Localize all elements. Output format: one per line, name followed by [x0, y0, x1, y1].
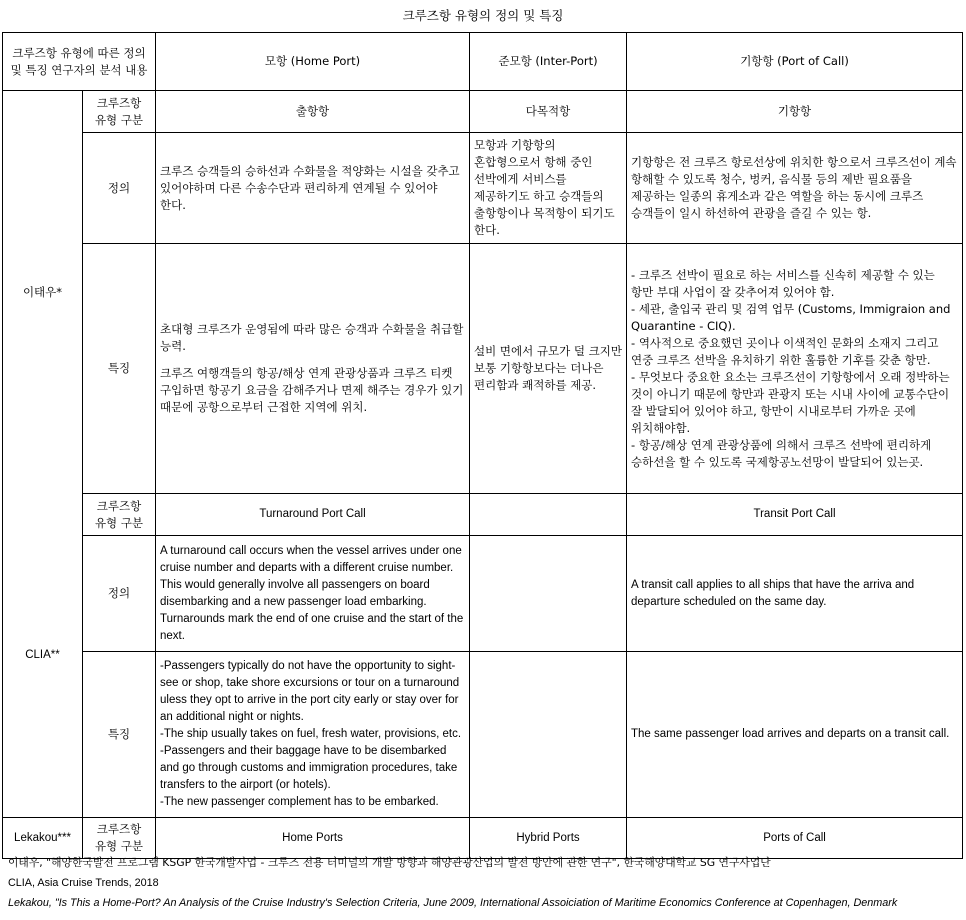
feature-item: - 항공/해상 연계 관광상품에 의해서 크루즈 선박에 편리하게 승하선을 할 수 있도록 국제항공노선망이 발달되어 있는곳.: [631, 437, 932, 469]
lekakou-type-inter: Hybrid Ports: [470, 818, 627, 859]
researcher-leetaewoo: 이태우*: [3, 91, 83, 494]
clia-def-inter: [470, 536, 627, 652]
clia-type-row: [3, 494, 963, 536]
feature-item: - 무엇보다 중요한 요소는 크루즈선이 기항항에서 오래 정박하는 것이 아니기 때문에 항만과 관광지 또는 시내 사이에 교통수단이 잘 발달되어 있어야 하고, 항만이 시내로부터 가까운 곳에 위치해야함.: [631, 369, 950, 435]
reference-item: CLIA, Asia Cruise Trends, 2018: [8, 877, 159, 889]
clia-type-home: Turnaround Port Call: [156, 494, 470, 536]
feature-item: - 역사적으로 중요했던 곳이나 이색적인 문화의 소재지 그리고 연중 크루즈 선박을 유치하기 위한 훌륭한 기후를 갖춘 항만.: [631, 335, 939, 367]
clia-feat-home: [156, 652, 470, 818]
leetaewoo-feat-inter: 설비 면에서 규모가 덜 크지만 보통 기항항보다는 더나은 편리함과 쾌적하를 제공.: [470, 244, 627, 494]
leetaewoo-definition-row: [3, 133, 963, 244]
label-feature: 특징: [83, 244, 156, 494]
leetaewoo-feature-row: [3, 244, 963, 494]
leetaewoo-type-inter: 다목적항: [470, 91, 627, 133]
clia-type-call: Transit Port Call: [627, 494, 963, 536]
clia-def-home: A turnaround call occurs when the vessel arrives under one cruise number and departs with a different cruise number. This would generally involve all passengers on board disembarking and a new passenger load embarking. Turnarounds mark the end of one cruise and the start of the next.: [156, 536, 470, 652]
leetaewoo-def-inter: 모항과 기항항의 혼합형으로서 항해 중인 선박에게 서비스를 제공하기도 하고 승객들의 출항항이나 목적항이 되기도 한다.: [470, 133, 627, 244]
reference-item: Lekakou, "Is This a Home-Port? An Analysis of the Cruise Industry's Selection Criteria, June 2009, International Assoiciation of Maritime Economics Conference at Copenhagen, Denmark: [8, 897, 898, 909]
leetaewoo-feat-home-p2: 크루즈 여행객들의 항공/해상 연계 관광상품과 크루즈 티켓 구입하면 항공기 요금을 감해주거나 면제 해주는 경우가 있기 때문에 공항으로부터 근접한 지역에 위치.: [160, 366, 464, 414]
label-type: 크루즈항 유형 구분: [83, 818, 156, 859]
leetaewoo-type-call: 기항항: [627, 91, 963, 133]
reference-item: 이태우, "해양한국발전 프로그램 KSGP 한국개발사업 - 크루즈 전용 터미널의 개발 방향과 해양관광산업의 발전 방안에 관한 연구", 한국해양대학교 SG 연구사업단: [8, 856, 771, 869]
header-inter-port: 준모항 (Inter-Port): [470, 33, 627, 91]
clia-feat-inter: [470, 652, 627, 818]
lekakou-type-call: Ports of Call: [627, 818, 963, 859]
header-analysis-cell: 크루즈항 유형에 따른 정의 및 특징 연구자의 분석 내용: [3, 33, 156, 91]
cruise-port-table: [2, 32, 963, 859]
leetaewoo-feat-home: [156, 244, 470, 494]
header-row: [3, 33, 963, 91]
leetaewoo-type-row: [3, 91, 963, 133]
feature-item: -The new passenger complement has to be embarked.: [160, 796, 439, 808]
header-port-of-call: 기항항 (Port of Call): [627, 33, 963, 91]
leetaewoo-feat-home-p1: 초대형 크루즈가 운영됨에 따라 많은 승객과 수화물을 취급할 능력.: [160, 322, 464, 353]
table-title: 크루즈항 유형의 정의 및 특징: [402, 8, 564, 23]
clia-definition-row: [3, 536, 963, 652]
feature-item: - 크루즈 선박이 필요로 하는 서비스를 신속히 제공할 수 있는 항만 부대 사업이 잘 갖추어져 있어야 함.: [631, 267, 935, 299]
clia-def-call: A transit call applies to all ships that have the arriva and departure scheduled on the same day.: [627, 536, 963, 652]
leetaewoo-def-home: 크루즈 승객들의 승하선과 수화물을 적양화는 시설을 갖추고 있어야하며 다른 수송수단과 편리하게 연계될 수 있어야 한다.: [156, 133, 470, 244]
label-type: 크루즈항 유형 구분: [83, 494, 156, 536]
researcher-lekakou: Lekakou***: [3, 818, 83, 859]
label-feature: 특징: [83, 652, 156, 818]
clia-feat-call: The same passenger load arrives and departs on a transit call.: [627, 652, 963, 818]
header-home-port: 모항 (Home Port): [156, 33, 470, 91]
leetaewoo-def-call: 기항항은 전 크루즈 항로선상에 위치한 항으로서 크루즈선이 계속 항해할 수 있도록 청수, 벙커, 음식물 등의 제반 필요품을 제공하는 일종의 휴게소과 같은 역할을 하는 동시에 크루즈 승객들이 일시 하선하여 관광을 즐길 수 있는 항.: [627, 133, 963, 244]
feature-item: -The ship usually takes on fuel, fresh water, provisions, etc.: [160, 728, 462, 740]
clia-type-inter: [470, 494, 627, 536]
feature-item: - 세관, 출입국 관리 및 검역 업무 (Customs, Immigraion and Quarantine - CIQ).: [631, 301, 951, 333]
references: [8, 853, 958, 913]
lekakou-type-home: Home Ports: [156, 818, 470, 859]
clia-feature-row: [3, 652, 963, 818]
feature-item: -Passengers and their baggage have to be disembarked and go through customs and immigration procedures, take transfers to the airport (or hotels).: [160, 745, 458, 791]
leetaewoo-type-home: 출항항: [156, 91, 470, 133]
label-type: 크루즈항 유형 구분: [83, 91, 156, 133]
leetaewoo-feat-call: [627, 244, 963, 494]
researcher-clia: CLIA**: [3, 494, 83, 818]
feature-item: -Passengers typically do not have the opportunity to sight-see or shop, take shore excursions or tour on a turnaround uless they opt to arrive in the port city early or stay over for an additional night or nights.: [160, 660, 460, 723]
label-definition: 정의: [83, 133, 156, 244]
label-definition: 정의: [83, 536, 156, 652]
